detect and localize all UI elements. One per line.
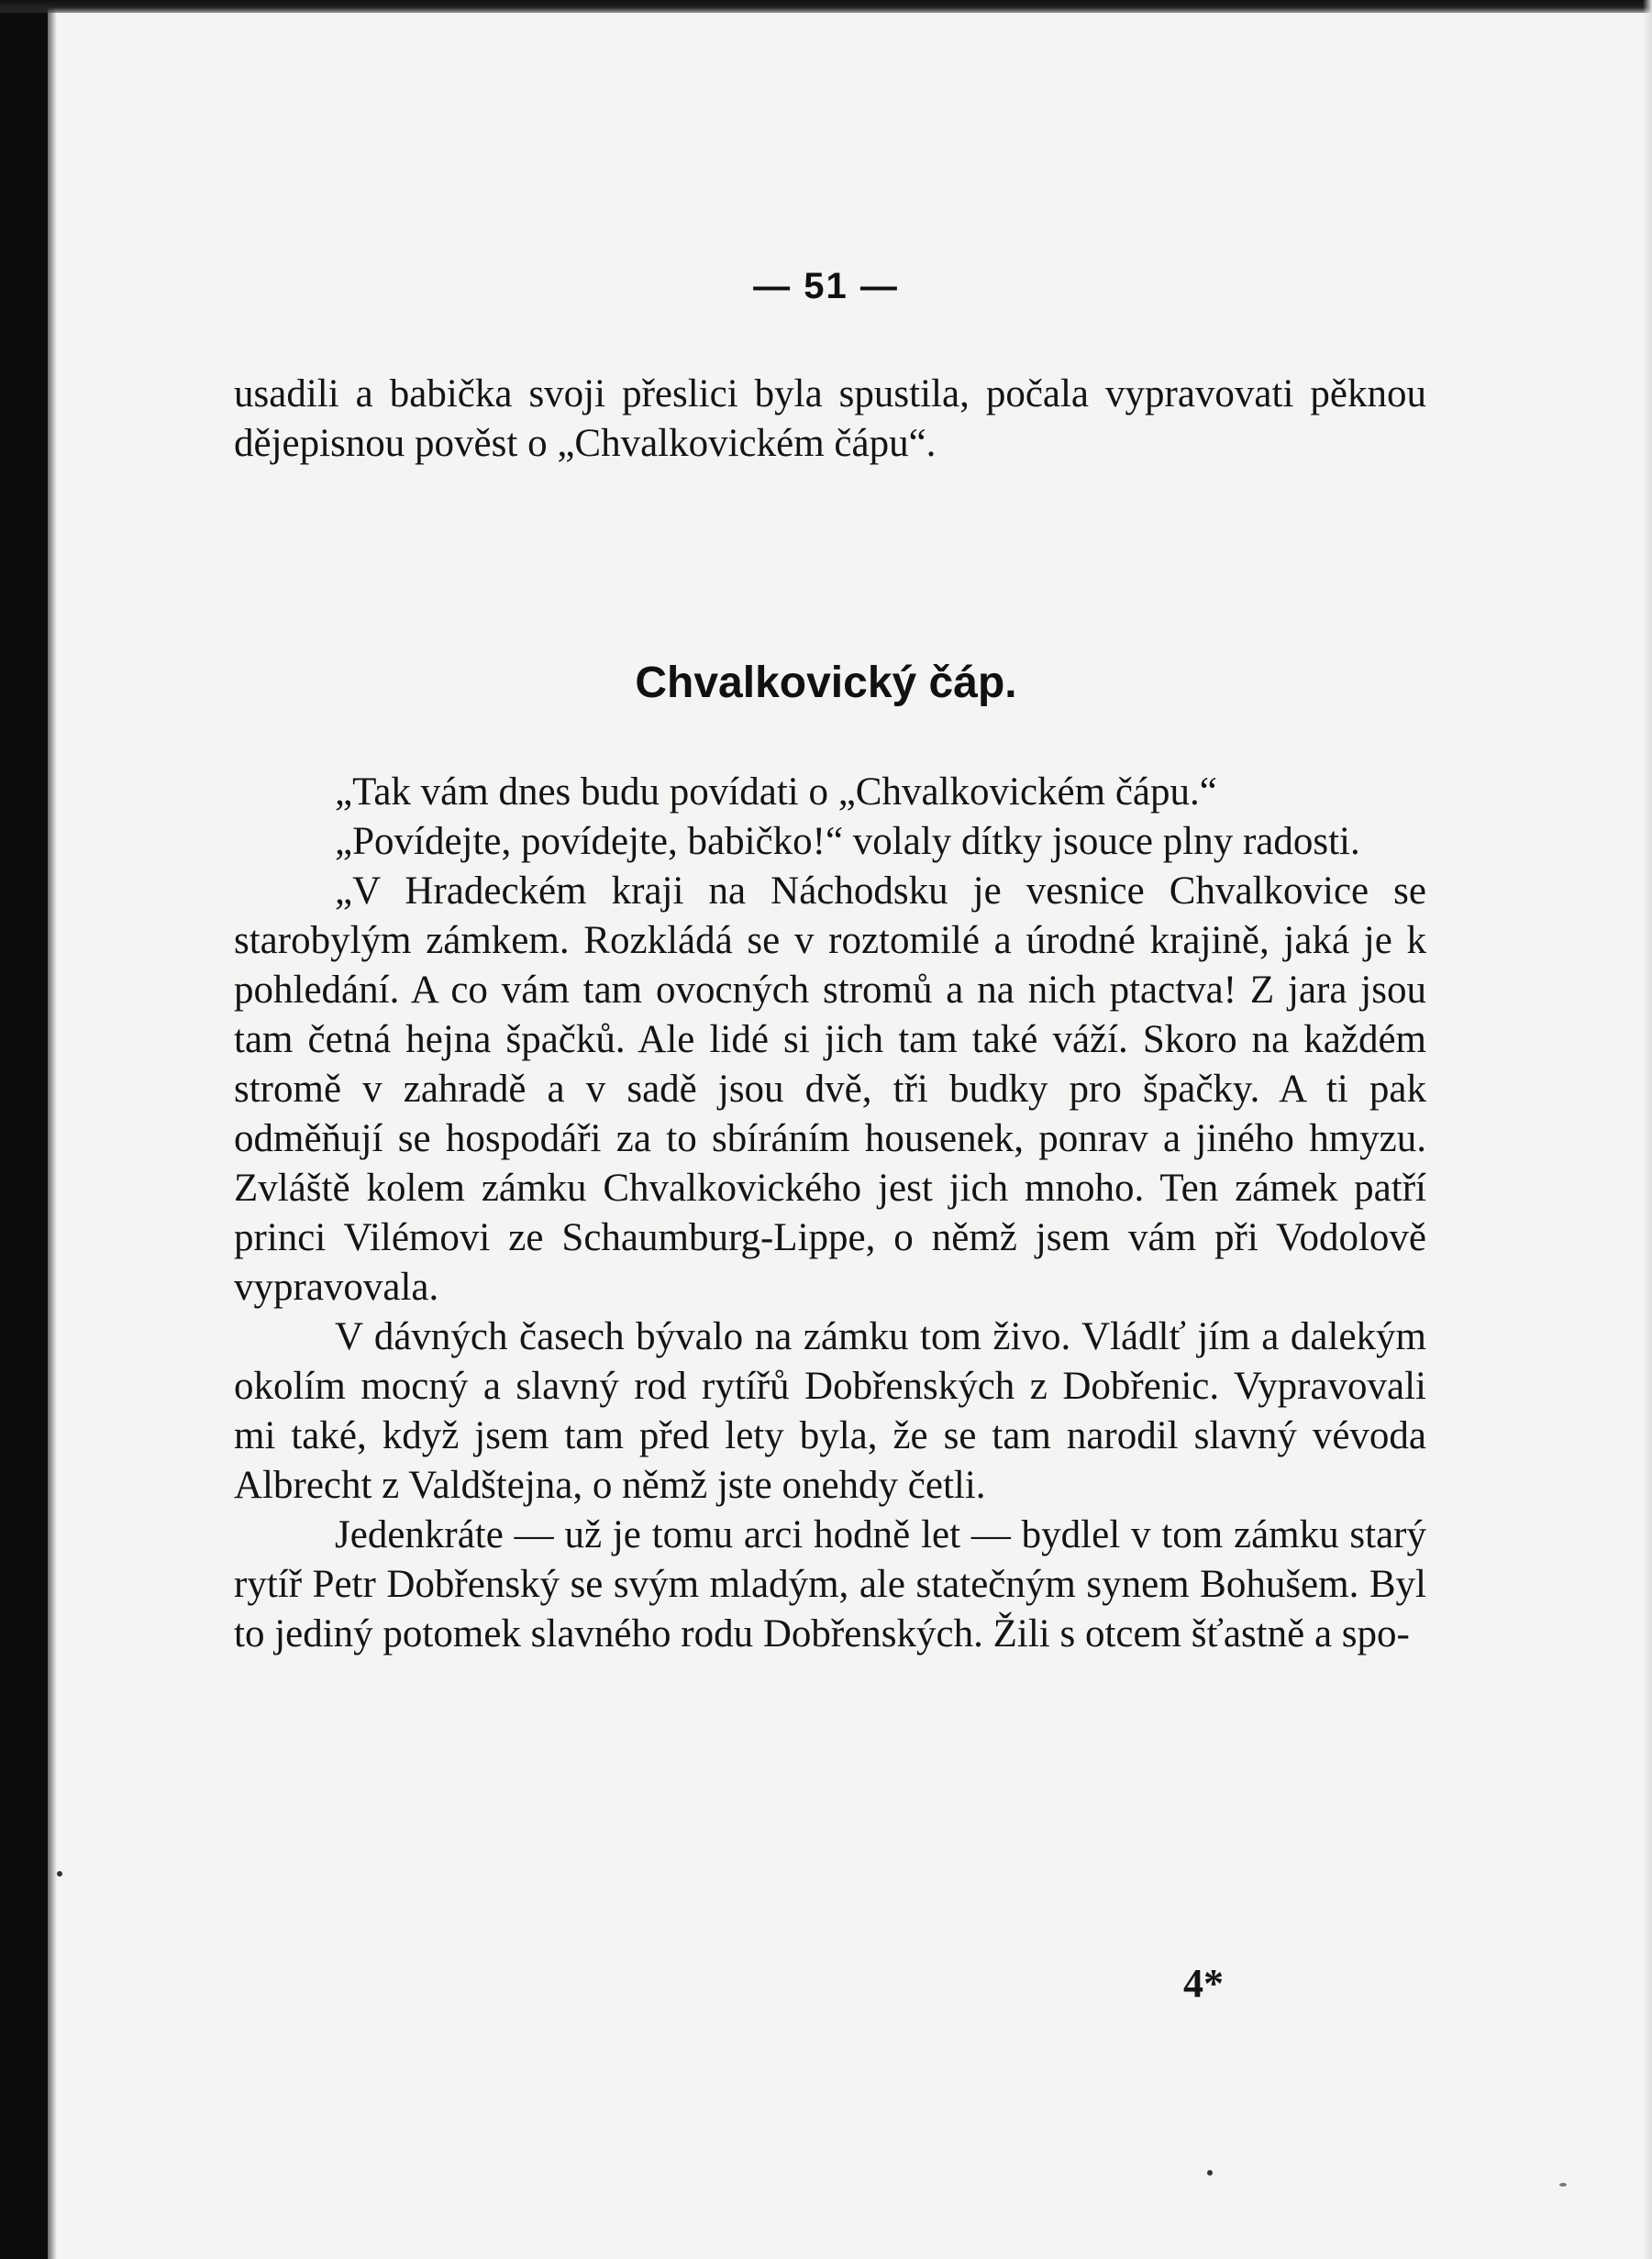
signature-mark: 4* xyxy=(1183,1961,1224,2006)
scan-dark-edge-top xyxy=(0,0,1652,13)
scan-speck xyxy=(1207,2170,1213,2176)
paragraph: V dávných časech bývalo na zámku tom živo. Vládlť jím a dalekým okolím mocný a slavný rod rytířů Dobřenských z Dobřenic. Vypravovali mi také, když jsem tam před lety byla, že se tam narodil slavný vévoda Albrecht z Valdštejna, o němž jste onehdy četli. xyxy=(234,1315,1426,1507)
intro-paragraph: usadili a babička svoji přeslici byla spustila, počala vypravovati pěknou dějepisnou pověst o „Chvalkovickém čápu“. xyxy=(234,372,1426,465)
paragraph: „V Hradeckém kraji na Náchodsku je vesnice Chvalkovice se starobylým zámkem. Rozkládá se v roztomilé a úrodné krajině, jaká je k pohledání. A co vám tam ovocných stromů a na nich ptactva! Z jara jsou tam četná hejna špačků. Ale lidé si jich tam také váží. Skoro na každém stromě v zahradě a v sadě jsou dvě, tři budky pro špačky. A ti pak odměňují se hospodáři za to sbíráním housenek, ponrav a jiného hmyzu. Zvláště kolem zámku Chvalkovického jest jich mnoho. Ten zámek patří princi Vilémovi ze Schaumburg-Lippe, o němž jsem vám při Vodolově vypravovala. xyxy=(234,869,1426,1309)
section-title: Chvalkovický čáp. xyxy=(635,659,1017,707)
paragraph: Jedenkráte — už je tomu arci hodně let — bydlel v tom zámku starý rytíř Petr Dobřenský se svým mladým, ale statečným synem Bohušem. Byl to jediný potomek slavného rodu Dobřenských. Žili s otcem šťastně a spo- xyxy=(234,1513,1426,1655)
scan-dark-edge-left xyxy=(0,0,48,2259)
binding-shadow xyxy=(48,0,57,2259)
paragraph: „Povídejte, povídejte, babičko!“ volaly dítky jsouce plny radosti. xyxy=(335,820,1360,863)
scan-edge-right xyxy=(1643,0,1652,2259)
scan-speck xyxy=(57,1871,62,1877)
scan-speck xyxy=(1559,2183,1567,2187)
intro-paragraph-block xyxy=(234,370,1426,469)
story-text-block xyxy=(234,768,1426,1659)
page-number: — 51 — xyxy=(753,266,899,306)
paragraph: „Tak vám dnes budu povídati o „Chvalkovickém čápu.“ xyxy=(335,770,1217,814)
